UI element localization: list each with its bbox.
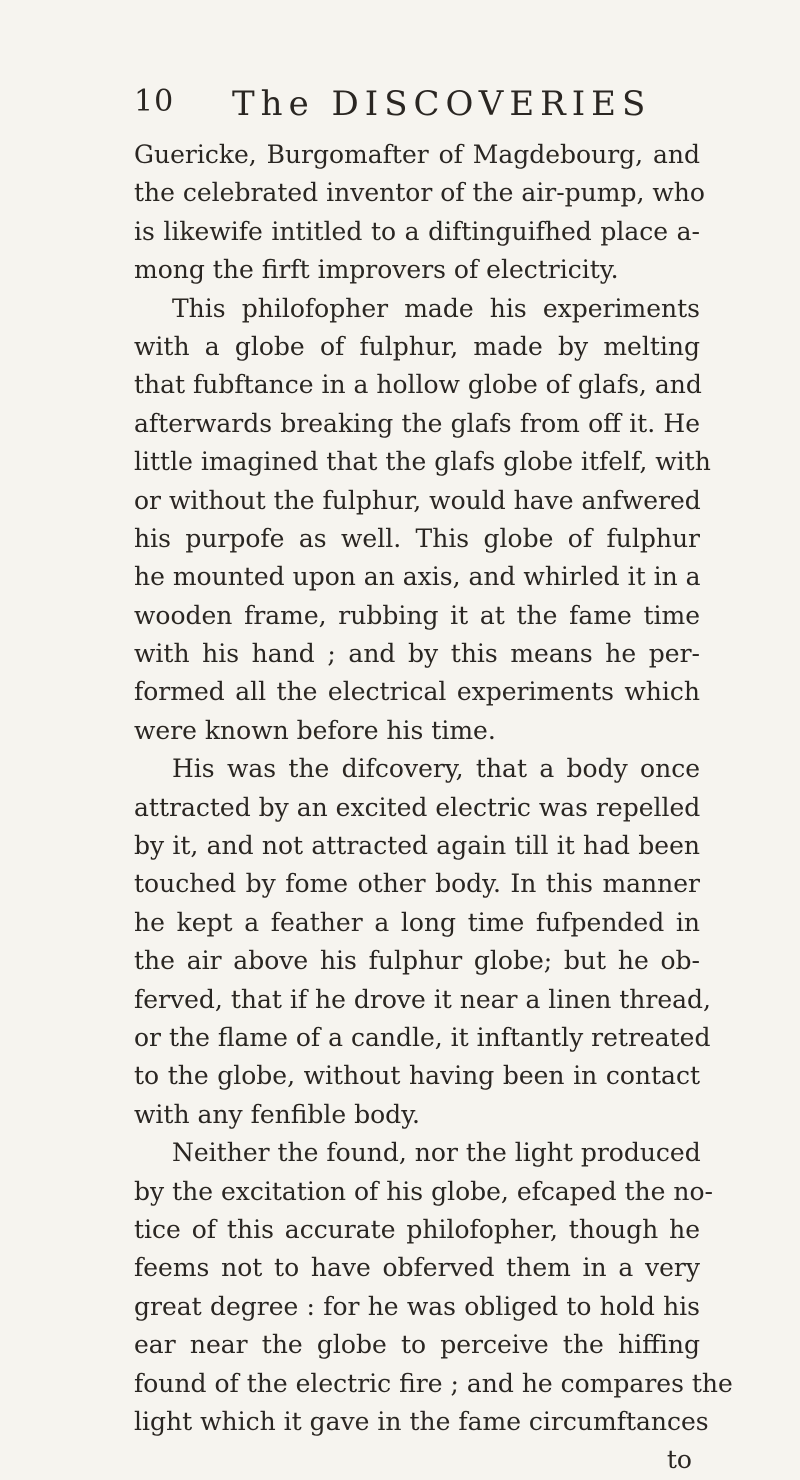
text-line: is likewife intitled to a diftinguifhed place a-	[134, 216, 700, 246]
text-line: with his hand ; and by this means he per-	[134, 639, 700, 669]
text-line: mong the firft improvers of electricity.	[134, 255, 619, 285]
body-text	[134, 136, 733, 1480]
text-line: or without the fulphur, would have anfwered	[134, 485, 701, 515]
page-number: 10	[134, 84, 175, 119]
text-line: This philofopher made his experiments	[172, 293, 700, 323]
text-line: were known before his time.	[134, 715, 496, 745]
text-line: feems not to have obferved them in a very	[134, 1253, 700, 1283]
text-line: light which it gave in the fame circumftances	[134, 1406, 709, 1436]
text-line: touched by fome other body. In this manner	[134, 869, 700, 899]
text-line: great degree : for he was obliged to hold his	[134, 1291, 700, 1321]
text-line: he mounted upon an axis, and whirled it in a	[134, 562, 701, 592]
text-line: by the excitation of his globe, efcaped the no-	[134, 1176, 714, 1206]
text-line: ferved, that if he drove it near a linen thread,	[134, 984, 711, 1014]
text-line: he kept a feather a long time fufpended in	[134, 907, 700, 937]
text-line: his purpofe as well. This globe of fulphur	[134, 523, 700, 553]
text-line: found of the electric fire ; and he compares the	[134, 1368, 733, 1398]
text-line: or the flame of a candle, it inftantly retreated	[134, 1022, 711, 1052]
running-head	[134, 84, 694, 128]
text-line: little imagined that the glafs globe itfelf, with	[134, 447, 711, 477]
text-line: attracted by an excited electric was repelled	[134, 792, 701, 822]
text-line: formed all the electrical experiments which	[134, 677, 700, 707]
text-line: by it, and not attracted again till it had been	[134, 831, 700, 861]
text-line: His was the difcovery, that a body once	[172, 754, 700, 784]
text-line: afterwards breaking the glafs from off it. He	[134, 408, 700, 438]
text-line: wooden frame, rubbing it at the fame time	[134, 600, 700, 630]
text-line: to the globe, without having been in contact	[134, 1061, 700, 1091]
text-line: with a globe of fulphur, made by melting	[134, 331, 700, 361]
text-line: Neither the found, nor the light produced	[172, 1138, 701, 1168]
text-line: Guericke, Burgomafter of Magdebourg, and	[134, 140, 700, 169]
catchword: to	[666, 1445, 692, 1475]
text-line: the celebrated inventor of the air-pump, who	[134, 178, 705, 208]
text-line: with any fenfible body.	[134, 1099, 420, 1129]
text-line: that fubftance in a hollow globe of glafs, and	[134, 370, 702, 400]
text-line: the air above his fulphur globe; but he ob-	[134, 946, 700, 976]
text-line: tice of this accurate philofopher, though he	[134, 1214, 700, 1244]
text-line: ear near the globe to perceive the hiffing	[134, 1330, 700, 1360]
running-title: The DISCOVERIES	[232, 84, 652, 124]
